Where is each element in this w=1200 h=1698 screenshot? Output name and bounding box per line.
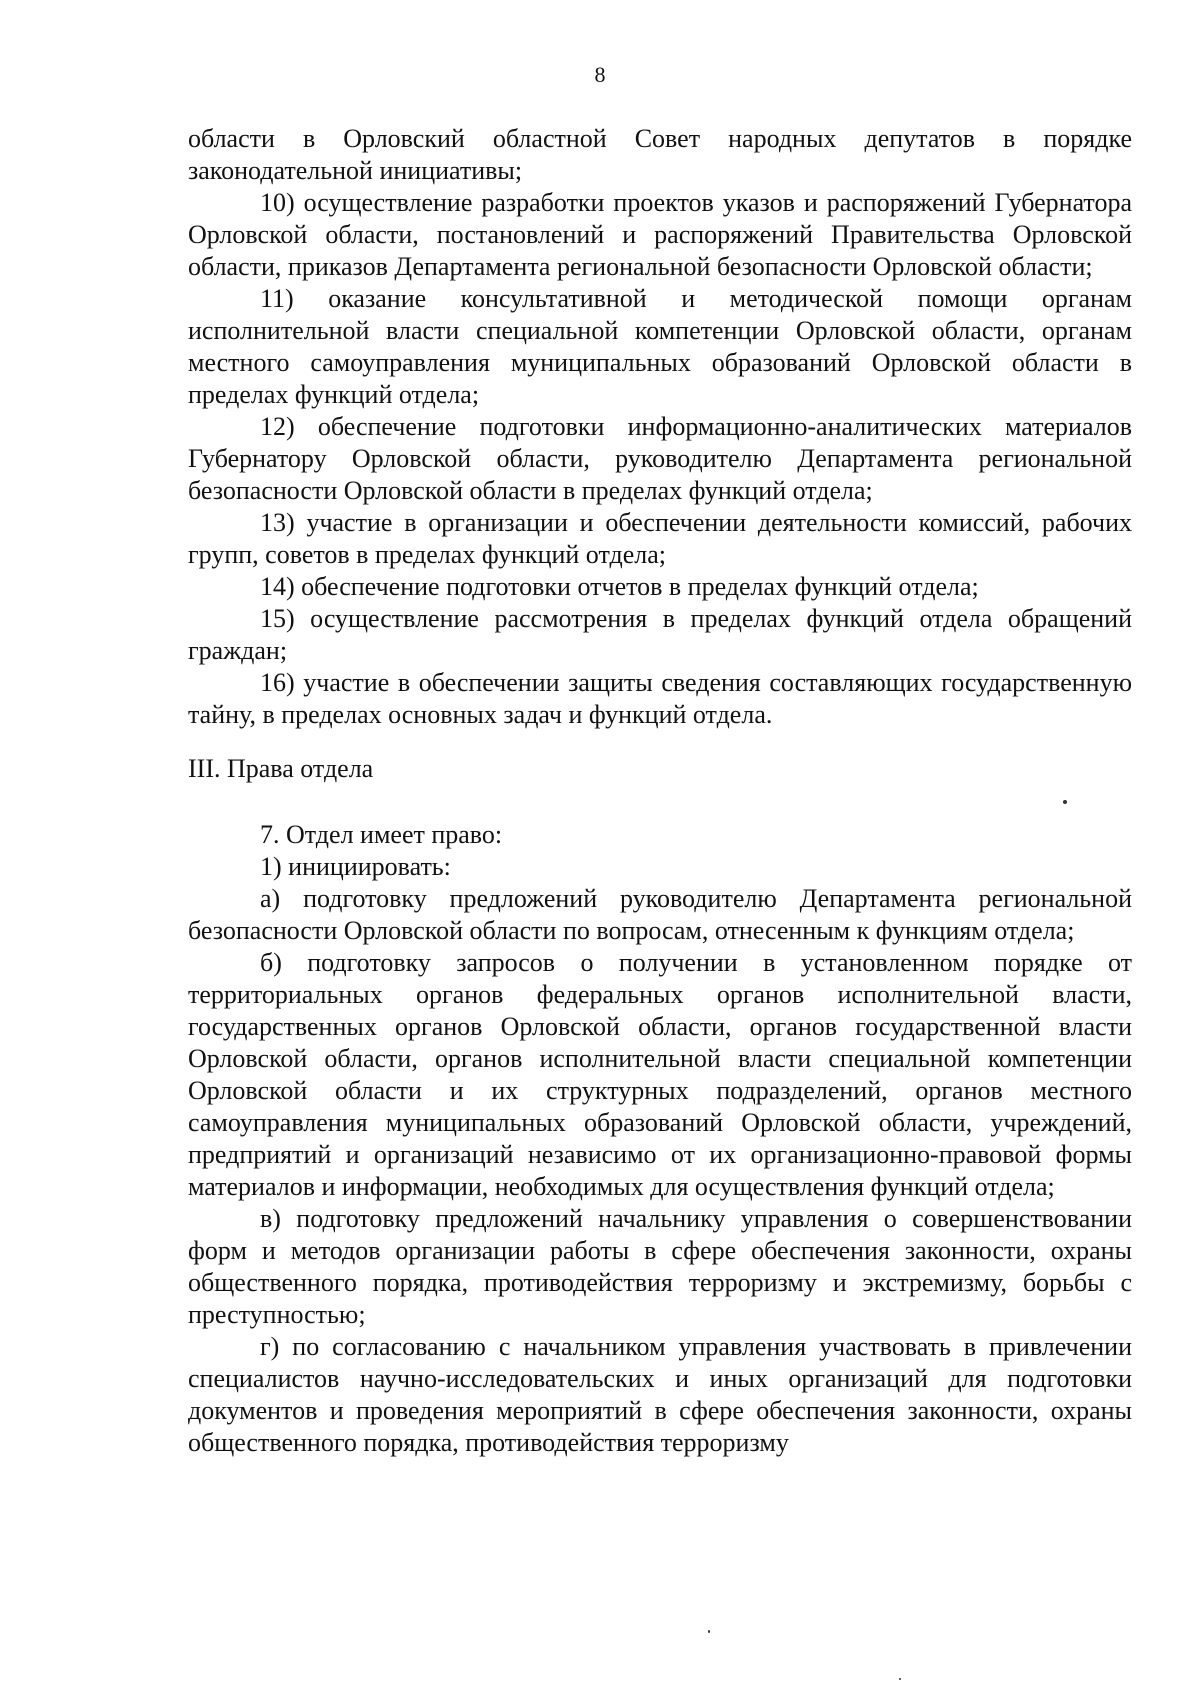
scan-speck [1063,800,1067,804]
paragraph: 7. Отдел имеет право: [260,820,503,849]
document-body [188,123,1132,1459]
paragraph: области в Орловский областной Совет народных депутатов в порядке законодательной инициативы; [188,124,1132,185]
scan-speck [899,1678,901,1680]
page-number: 8 [594,62,606,87]
paragraph: в) подготовку предложений начальнику управления о совершенствовании форм и методов организации работы в сфере обеспечения законности, охраны общественного порядка, противодействия терроризму и экстремизму, борьбы с преступностью; [188,1204,1132,1329]
paragraph: 13) участие в организации и обеспечении деятельности комиссий, рабочих групп, советов в пределах функций отдела; [188,508,1132,569]
paragraph: 12) обеспечение подготовки информационно-аналитических материалов Губернатору Орловской области, руководителю Департамента региональной безопасности Орловской области в пределах функций отдела; [188,412,1132,505]
paragraph: 15) осуществление рассмотрения в пределах функций отдела обращений граждан; [188,604,1132,665]
paragraph: 1) инициировать: [260,852,451,881]
paragraph: 10) осуществление разработки проектов указов и распоряжений Губернатора Орловской области, постановлений и распоряжений Правительства Орловской области, приказов Департамента региональной безопасности Орловской области; [188,188,1132,281]
section-title: III. Права отдела [188,754,374,783]
paragraph: 11) оказание консультативной и методической помощи органам исполнительной власти специальной компетенции Орловской области, органам местного самоуправления муниципальных образований Орловской области в пределах функций отдела; [188,284,1132,409]
paragraph: б) подготовку запросов о получении в установленном порядке от территориальных органов федеральных органов исполнительной власти, государственных органов Орловской области, органов государственной власти Орловской области, органов исполнительной власти специальной компетенции Орловской области и их структурных подразделений, органов местного самоуправления муниципальных образований Орловской области, учреждений, предприятий и организаций независимо от их организационно-правовой формы материалов и информации, необходимых для осуществления функций отдела; [188,948,1132,1201]
scan-speck [708,1630,710,1633]
paragraph: 14) обеспечение подготовки отчетов в пределах функций отдела; [260,572,979,601]
paragraph: а) подготовку предложений руководителю Департамента региональной безопасности Орловской области по вопросам, отнесенным к функциям отдела; [188,884,1132,945]
paragraph: 16) участие в обеспечении защиты сведения составляющих государственную тайну, в пределах основных задач и функций отдела. [188,668,1132,729]
paragraph: г) по согласованию с начальником управления участвовать в привлечении специалистов научно-исследовательских и иных организаций для подготовки документов и проведения мероприятий в сфере обеспечения законности, охраны общественного порядка, противодействия терроризму [188,1332,1132,1457]
